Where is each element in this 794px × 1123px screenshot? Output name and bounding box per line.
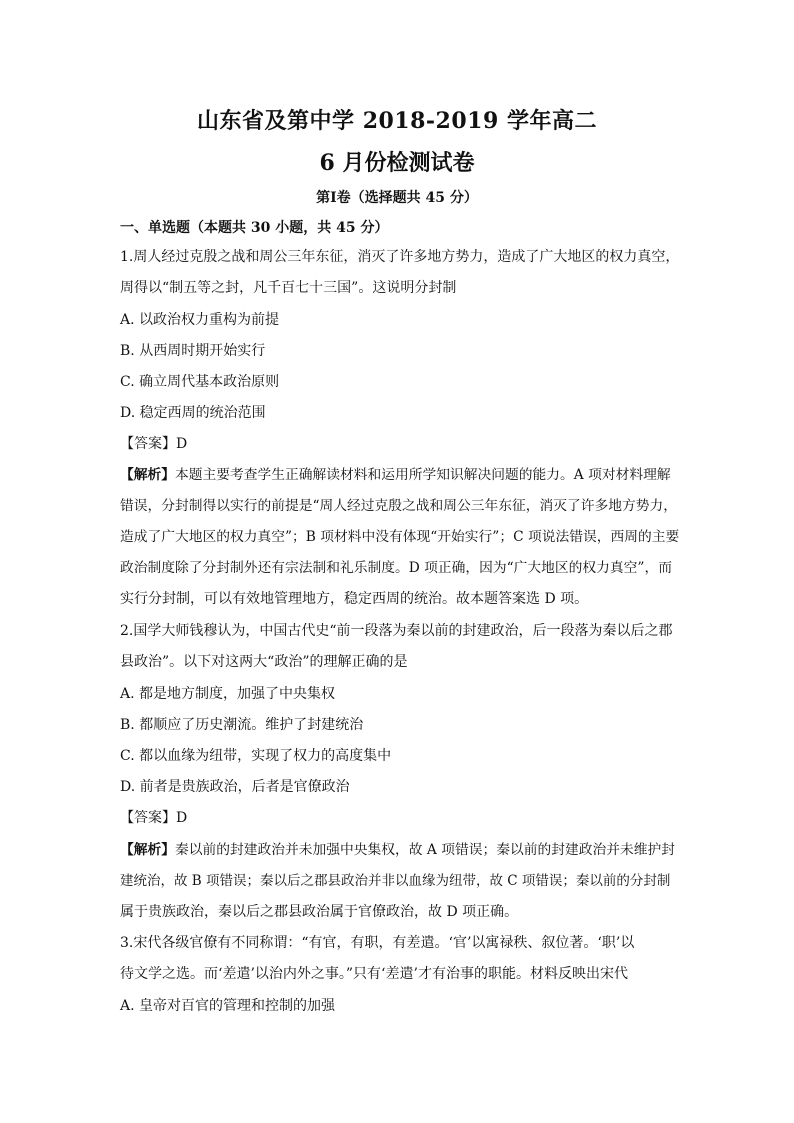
q1-option-a: A. 以政治权力重构为前提 bbox=[120, 312, 280, 328]
q2-option-c: C. 都以血缘为纽带，实现了权力的高度集中 bbox=[120, 748, 392, 764]
exam-title: 山东省及第中学 2018-2019 学年高二 bbox=[197, 108, 597, 134]
q1-analysis-line-3: 造成了广大地区的权力真空”；B 项材料中没有体现“开始实行”；C 项说法错误，西周的主要 bbox=[120, 529, 680, 545]
q2-analysis-line-1 bbox=[120, 840, 680, 860]
q1-option-b: B. 从西周时期开始实行 bbox=[120, 343, 266, 359]
exam-subtitle: 6 月份检测试卷 bbox=[319, 150, 475, 176]
q2-option-a: A. 都是地方制度，加强了中央集权 bbox=[120, 686, 336, 702]
q2-stem-line-1: 2.国学大师钱穆认为，中国古代史“前一段落为秦以前的封建政治，后一段落为秦以后之郡 bbox=[120, 623, 673, 639]
q1-analysis-text: 本题主要考查学生正确解读材料和运用所学知识解决问题的能力。A 项对材料理解 bbox=[175, 467, 671, 483]
q3-option-a: A. 皇帝对百官的管理和控制的加强 bbox=[120, 998, 336, 1014]
volume-heading: 第Ⅰ卷（选择题共 45 分） bbox=[316, 190, 478, 206]
q1-stem-line-2: 周得以“制五等之封，凡千百七十三国”。这说明分封制 bbox=[120, 280, 457, 296]
q2-option-d: D. 前者是贵族政治，后者是官僚政治 bbox=[120, 779, 350, 795]
q1-stem-line-1: 1.周人经过克殷之战和周公三年东征，消灭了许多地方势力，造成了广大地区的权力真空， bbox=[120, 249, 680, 265]
q1-analysis-line-5: 实行分封制，可以有效地管理地方，稳定西周的统治。故本题答案选 D 项。 bbox=[120, 591, 589, 607]
q1-analysis-line-1 bbox=[120, 465, 680, 485]
q2-analysis-line-3: 属于贵族政治，秦以后之郡县政治属于官僚政治，故 D 项正确。 bbox=[120, 904, 519, 920]
q2-analysis-text: 秦以前的封建政治并未加强中央集权，故 A 项错误；秦以前的封建政治并未维护封 bbox=[175, 842, 675, 858]
q2-stem-line-2: 县政治”。以下对这两大“政治”的理解正确的是 bbox=[120, 654, 408, 670]
q3-stem-line-1: 3.宋代各级官僚有不同称谓：“有官，有职，有差遣。‘官’以寓禄秩、叙位著。‘职’以 bbox=[120, 935, 635, 951]
q2-option-b: B. 都顺应了历史潮流。维护了封建统治 bbox=[120, 717, 364, 733]
q1-analysis-label: 【解析】 bbox=[120, 467, 176, 483]
q1-option-c: C. 确立周代基本政治原则 bbox=[120, 374, 280, 390]
q3-stem-line-2: 待文学之选。而‘差遣’以治内外之事。”只有‘差遣’才有治事的职能。材料反映出宋代 bbox=[120, 966, 628, 982]
q1-analysis-line-4: 政治制度除了分封制外还有宗法制和礼乐制度。D 项正确，因为“广大地区的权力真空”，而 bbox=[120, 560, 672, 576]
q1-analysis-line-2: 错误，分封制得以实行的前提是“周人经过克殷之战和周公三年东征，消灭了许多地方势力， bbox=[120, 498, 678, 514]
q1-option-d: D. 稳定西周的统治范围 bbox=[120, 405, 266, 421]
q2-analysis-line-2: 建统治，故 B 项错误；秦以后之郡县政治并非以血缘为纽带，故 C 项错误；秦以前的分封制 bbox=[120, 873, 671, 889]
q2-analysis-label: 【解析】 bbox=[120, 842, 176, 858]
section-heading: 一、单选题（本题共 30 小题，共 45 分） bbox=[120, 220, 389, 236]
q1-answer: 【答案】D bbox=[120, 436, 188, 452]
q2-answer: 【答案】D bbox=[120, 810, 188, 826]
